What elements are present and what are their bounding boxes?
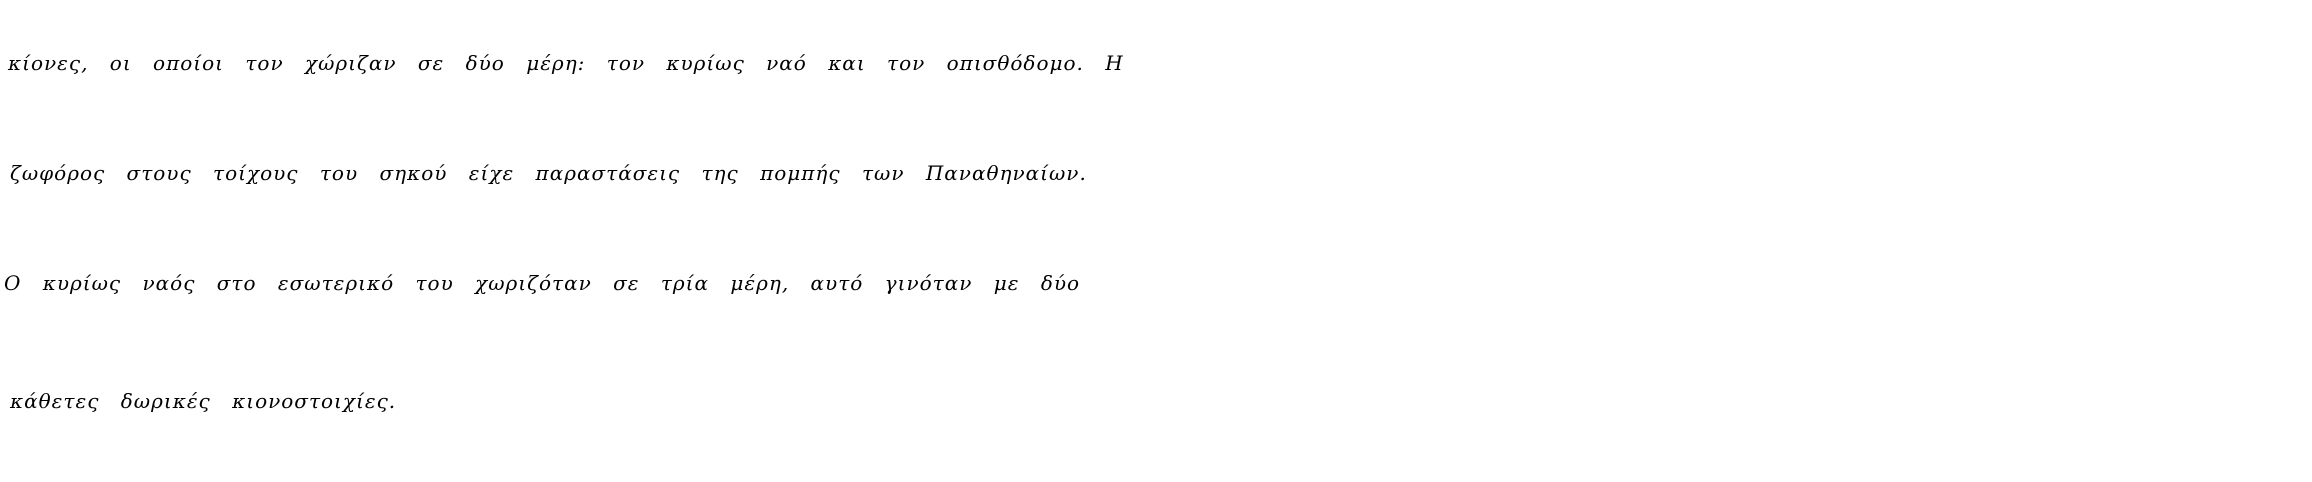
handwritten-line-3: Ο κυρίως ναός στο εσωτερικό του χωριζόταν σε τρία μέρη, αυτό γινόταν με δύο — [4, 271, 1081, 295]
handwritten-line-4: κάθετες δωρικές κιονοστοιχίες. — [10, 389, 397, 413]
handwritten-line-2: ζωφόρος στους τοίχους του σηκού είχε παραστάσεις της πομπής των Παναθηναίων. — [10, 161, 1087, 185]
handwritten-line-1: κίονες, οι οποίοι τον χώριζαν σε δύο μέρη: τον κυρίως ναό και τον οπισθόδομο. Η — [8, 51, 1124, 75]
